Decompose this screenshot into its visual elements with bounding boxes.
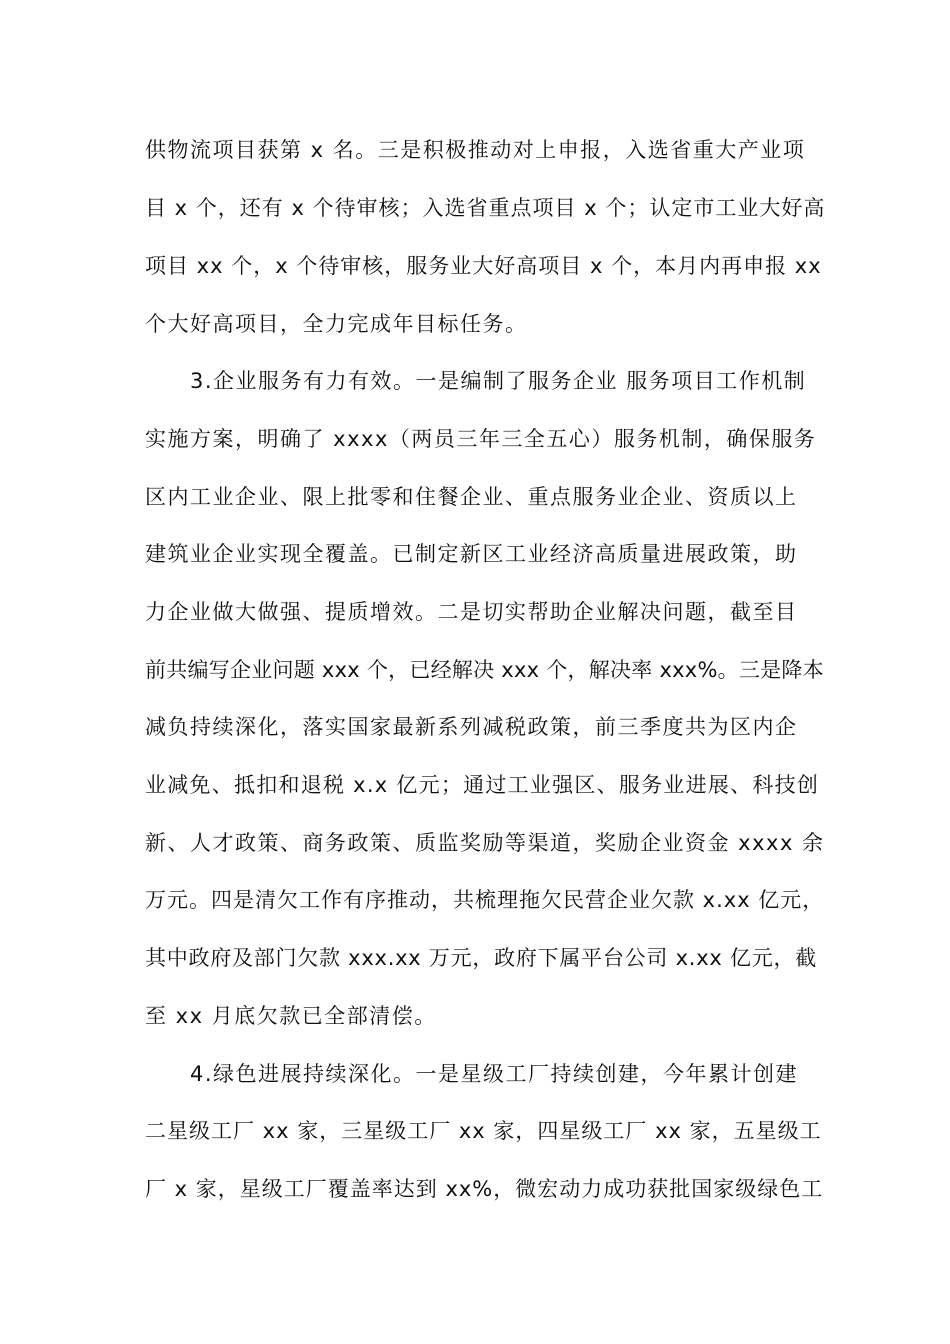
text-line: 二星级工厂 xx 家，三星级工厂 xx 家，四星级工厂 xx 家，五星级工 <box>145 1119 822 1143</box>
text-line: 万元。四是清欠工作有序推动，共梳理拖欠民营企业欠款 x.xx 亿元， <box>145 888 825 912</box>
text-line: 项目 xx 个，x 个待审核，服务业大好高项目 x 个，本月内再申报 xx <box>145 254 822 278</box>
text-line: 厂 x 家，星级工厂覆盖率达到 xx%，微宏动力成功获批国家级绿色工 <box>145 1177 824 1201</box>
text-line: 实施方案，明确了 xxxx（两员三年三全五心）服务机制，确保服务 <box>145 427 817 451</box>
text-line: 个大好高项目，全力完成年目标任务。 <box>145 312 528 336</box>
text-line: 目 x 个，还有 x 个待审核；入选省重点项目 x 个；认定市工业大好高 <box>145 196 826 220</box>
text-line: 建筑业企业实现全覆盖。已制定新区工业经济高质量进展政策，助 <box>145 542 798 566</box>
text-line: 新、人才政策、商务政策、质监奖励等渠道，奖励企业资金 xxxx 余 <box>145 831 825 855</box>
paragraph-heading-line: 3.企业服务有力有效。一是编制了服务企业 服务项目工作机制 <box>190 369 807 393</box>
text-line: 力企业做大做强、提质增效。二是切实帮助企业解决问题，截至目 <box>145 600 798 624</box>
text-line: 至 xx 月底欠款已全部清偿。 <box>145 1004 437 1028</box>
text-line: 其中政府及部门欠款 xxx.xx 万元，政府下属平台公司 x.xx 亿元，截 <box>145 946 817 970</box>
paragraph-heading-line: 4.绿色进展持续深化。一是星级工厂持续创建，今年累计创建 <box>190 1062 799 1086</box>
text-line: 业减免、抵扣和退税 x.x 亿元；通过工业强区、服务业进展、科技创 <box>145 773 820 797</box>
text-line: 区内工业企业、限上批零和住餐企业、重点服务业企业、资质以上 <box>145 485 798 509</box>
text-line: 减负持续深化，落实国家最新系列减税政策，前三季度共为区内企 <box>145 715 798 739</box>
text-line: 供物流项目获第 x 名。三是积极推动对上申报，入选省重大产业项 <box>145 138 806 162</box>
text-line: 前共编写企业问题 xxx 个，已经解决 xxx 个，解决率 xxx%。三是降本 <box>145 658 824 682</box>
